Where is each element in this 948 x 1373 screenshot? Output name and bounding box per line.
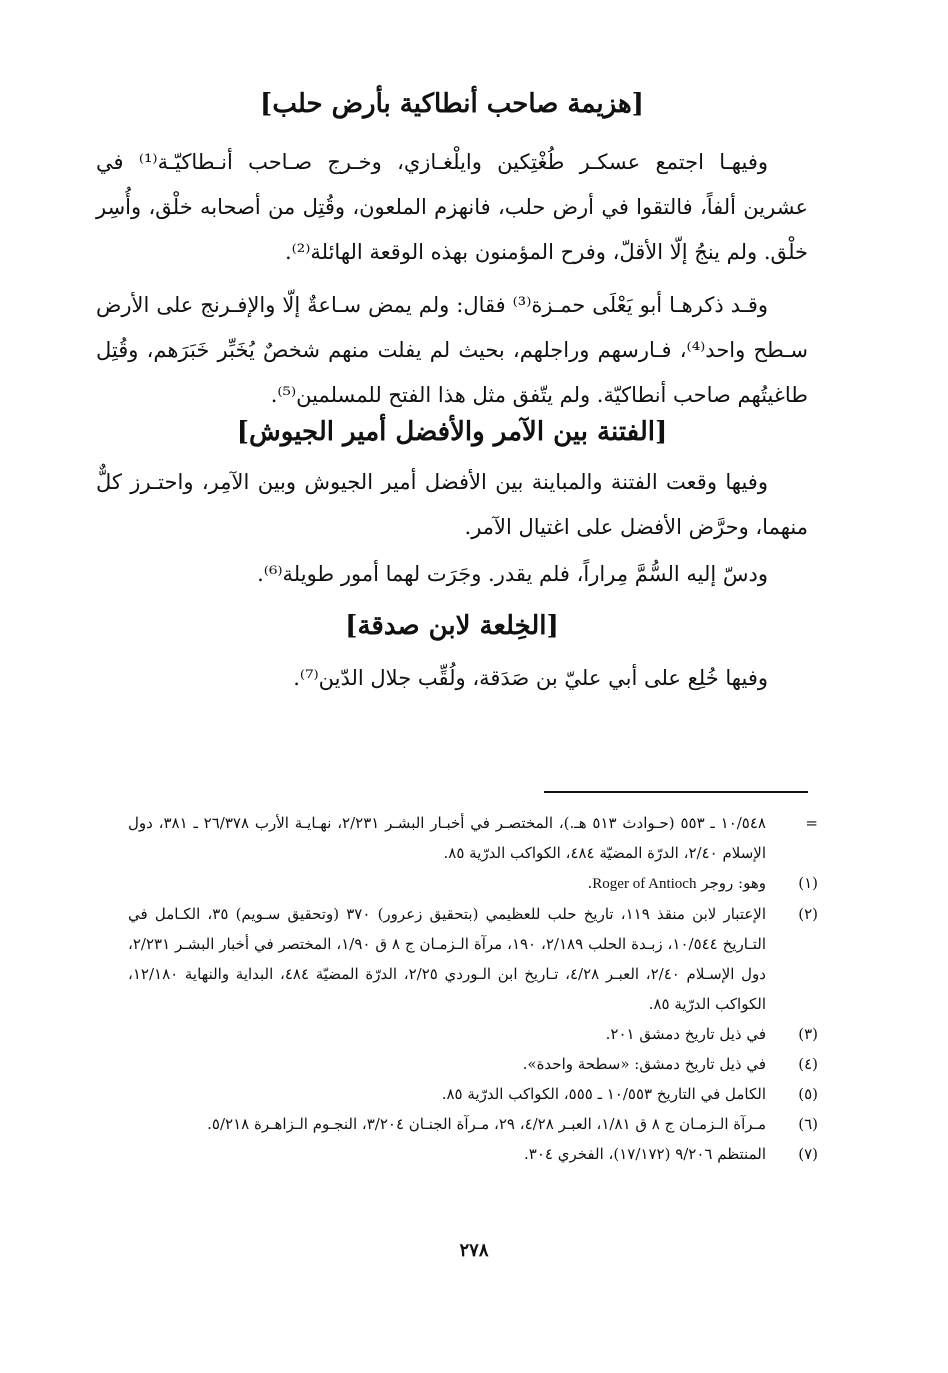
- footnote-text: مـرآة الـزمـان ج ٨ ق ١/٨١، العبـر ٤/٢٨، ٢٩، مـرآة الجنـان ٣/٢٠٤، النجـوم الـزاهـرة ٥/٢١٨.: [207, 1115, 766, 1133]
- footnote-text-latin: Roger of Antioch: [592, 876, 697, 892]
- footnote-number: (٤): [798, 1055, 818, 1073]
- footnote-text-end: .: [587, 874, 593, 892]
- footnote-4: [128, 1049, 818, 1079]
- footnote-text: الكامل في التاريخ ١٠/٥٥٣ ـ ٥٥٥، الكواكب الدرّية ٨٥.: [441, 1085, 766, 1103]
- footnote-2: [128, 899, 818, 1019]
- footnote-3: [128, 1019, 818, 1049]
- paragraph: وقـد ذكرهـا أبو يَعْلَى حمـزة⁽³⁾ فقال: ولم يمض سـاعةٌ إلّا والإفـرنج على الأرض سـطح واحد⁽⁴⁾، فـارسهم وراجلهم، بحيث لم يفلت منهم شخصٌ يُخَبِّر خَبَرَهم، وقُتِل طاغيتُهم صاحب أنطاكيّة. ولم يتّفق مثل هذا الفتح للمسلمين⁽⁵⁾.: [96, 293, 809, 407]
- footnote-text: في ذيل تاريخ دمشق: «سطحة واحدة».: [522, 1055, 766, 1073]
- section-body-antioch-defeat: [96, 140, 808, 418]
- paragraph: ودسّ إليه السُّمَّ مِراراً، فلم يقدر. وجَرَت لهما أمور طويلة⁽⁶⁾.: [257, 562, 768, 586]
- footnote-number: (٦): [798, 1115, 818, 1133]
- footnote-7: [128, 1139, 818, 1169]
- footnote-text: الإعتبار لابن منقذ ١١٩، تاريخ حلب للعظيمي (بتحقيق زعرور) ٣٧٠ (وتحقيق سـويم) ٣٥، الكـامل في التـاريخ ١٠/٥٤٤، زبـدة الحلب ٢/١٨٩، ١٩٠، مرآة الـزمـان ج ٨ ق ١/٩٠، المختصر في أخبار البشـر ٢/٢٣١، دول الإسـلام ٢/٤٠، العبـر ٤/٢٨، تـاريخ ابن الـوردي ٢/٢٥، الدرّة المضيّة ٤٨٤، البداية والنهاية ١٢/١٨٠، الكواكب الدرّية ٨٥.: [128, 905, 767, 1013]
- footnote-text: المنتظم ٩/٢٠٦ (١٧/١٧٢)، الفخري ٣٠٤.: [524, 1145, 766, 1163]
- footnote-number: (٥): [798, 1085, 818, 1103]
- section-heading-fitna-amir-afdal: [الفتنة بين الآمر والأفضل أمير الجيوش]: [236, 417, 668, 447]
- paragraph: وفيها وقعت الفتنة والمباينة بين الأفضل أمير الجيوش وبين الآمِر، واحتـرز كلٌّ منهما، وحرَّض الأفضل على اغتيال الآمر.: [96, 470, 808, 539]
- footnote-number: (٧): [798, 1145, 818, 1163]
- footnote-text: في ذيل تاريخ دمشق ٢٠١.: [605, 1025, 766, 1043]
- footnote-number: (٣): [798, 1025, 818, 1043]
- paragraph: وفيهـا اجتمع عسكـر طُغْتِكين وايلْغـازي، وخـرج صـاحب أنـطاكيّـة⁽¹⁾ في عشرين ألفاً، فالتقوا في أرض حلب، فانهزم الملعون، وقُتِل من أصحابه خلْق، وأُسِر خلْق. ولم ينجُ إلّا الأقلّ، وفرح المؤمنون بهذه الوقعة الهائلة⁽²⁾.: [96, 150, 808, 264]
- footnote-text: ١٠/٥٤٨ ـ ٥٥٣ (حـوادث ٥١٣ هـ.)، المختصـر في أخبـار البشـر ٢/٢٣١، نهـايـة الأرب ٢٦/٣٧٨ ـ ٣٨١، دول الإسلام ٢/٤٠، الدرّة المضيّة ٤٨٤، الكواكب الدرّية ٨٥.: [128, 814, 766, 862]
- footnote-separator: [544, 791, 808, 793]
- footnote-6: [128, 1109, 818, 1139]
- page-number: ٢٧٨: [459, 1240, 489, 1261]
- section-heading-robe-ibn-sadaqa: [الخِلعة لابن صدقة]: [345, 611, 559, 641]
- footnotes: [128, 808, 818, 1169]
- footnote-number: (٢): [798, 905, 818, 923]
- footnote-text-arabic: وهو: روجر: [701, 874, 766, 892]
- footnote-continuation: [128, 808, 818, 868]
- footnote-number: =: [805, 814, 818, 832]
- section-heading-antioch-defeat: [هزيمة صاحب أنطاكية بأرض حلب]: [260, 89, 644, 119]
- footnote-1: [128, 868, 818, 899]
- footnote-text: [128, 868, 766, 899]
- footnote-5: [128, 1079, 818, 1109]
- section-body-fitna-amir-afdal: [96, 460, 808, 597]
- paragraph: وفيها خُلِع على أبي عليّ بن صَدَقة، ولُقِّب جلال الدّين⁽⁷⁾.: [293, 666, 768, 690]
- section-body-robe-ibn-sadaqa: [96, 656, 808, 701]
- footnote-number: (١): [798, 874, 818, 892]
